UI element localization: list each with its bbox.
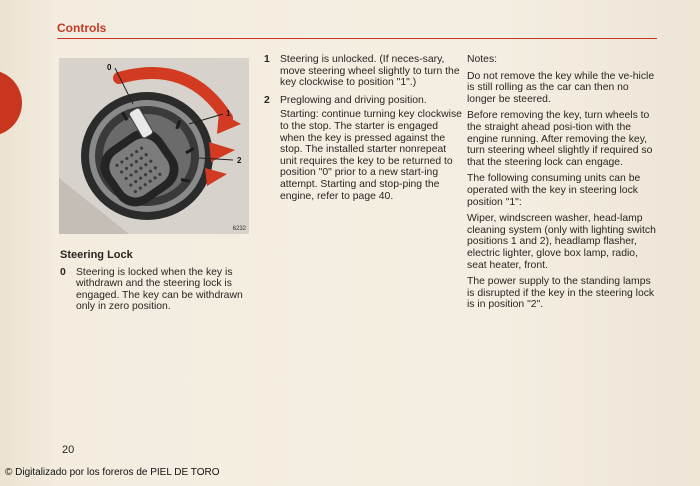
position-1-text: Steering is unlocked. (If neces-sary, move steering wheel slightly to turn the key clockwise to position "1".) [280, 54, 460, 89]
note-paragraph: Do not remove the key while the ve-hicle is still rolling as the car can then no longer be steered. [467, 70, 655, 105]
note-paragraph: The following consuming units can be operated with the key in steering lock position "1": [467, 173, 641, 208]
note-paragraph: The power supply to the standing lamps is disrupted if the key in the steering lock is in position "2". [467, 276, 655, 311]
position-label-1: 1 [226, 109, 231, 118]
page-number: 20 [62, 444, 75, 456]
scan-credit: © Digitalizado por los foreros de PIEL DE TORO [5, 467, 220, 478]
ignition-lock-illustration [59, 58, 249, 234]
position-label-0: 0 [107, 63, 112, 72]
steering-lock-heading: Steering Lock [60, 249, 133, 261]
position-2-title: Preglowing and driving position. [280, 94, 427, 106]
position-2-number: 2 [264, 94, 270, 106]
position-2-text: Starting: continue turning key clockwise to the stop. The starter is engaged when the key is pressed against the stop. The installed starter nonrepeat unit requires the key to be returned to position "0" prior to a new start-ing attempt. Starting and stop-ping the engine, refer to page 40. [280, 109, 462, 202]
section-title: Controls [57, 21, 107, 35]
notes-column [467, 54, 657, 316]
figure-code: 6232 [232, 226, 246, 232]
position-1-number: 1 [264, 54, 270, 65]
position-1-item [264, 54, 462, 89]
ignition-lock-drawing [59, 58, 249, 234]
note-paragraph: Wiper, windscreen washer, head-lamp cleaning system (only with lighting switch positions 1 and 2), headlamp flasher, electric lighter, glove box lamp, radio, seat heater, front. [467, 213, 656, 271]
note-paragraph: Before removing the key, turn wheels to the straight ahead posi-tion with the engine running. After removing the key, turn steering wheel slightly if required so that the steering lock can engage. [467, 110, 653, 168]
section-thumb-tab [0, 70, 22, 136]
steering-lock-column [60, 250, 255, 319]
position-label-2: 2 [237, 156, 242, 165]
notes-heading: Notes: [467, 54, 498, 65]
position-0-item [60, 267, 255, 313]
header-rule [57, 38, 657, 39]
positions-column [264, 54, 462, 211]
position-0-number: 0 [60, 266, 66, 278]
position-0-text: Steering is locked when the key is withdrawn and the steering lock is engaged. The key can be withdrawn only in zero position. [76, 266, 243, 313]
position-2-item [264, 95, 462, 205]
